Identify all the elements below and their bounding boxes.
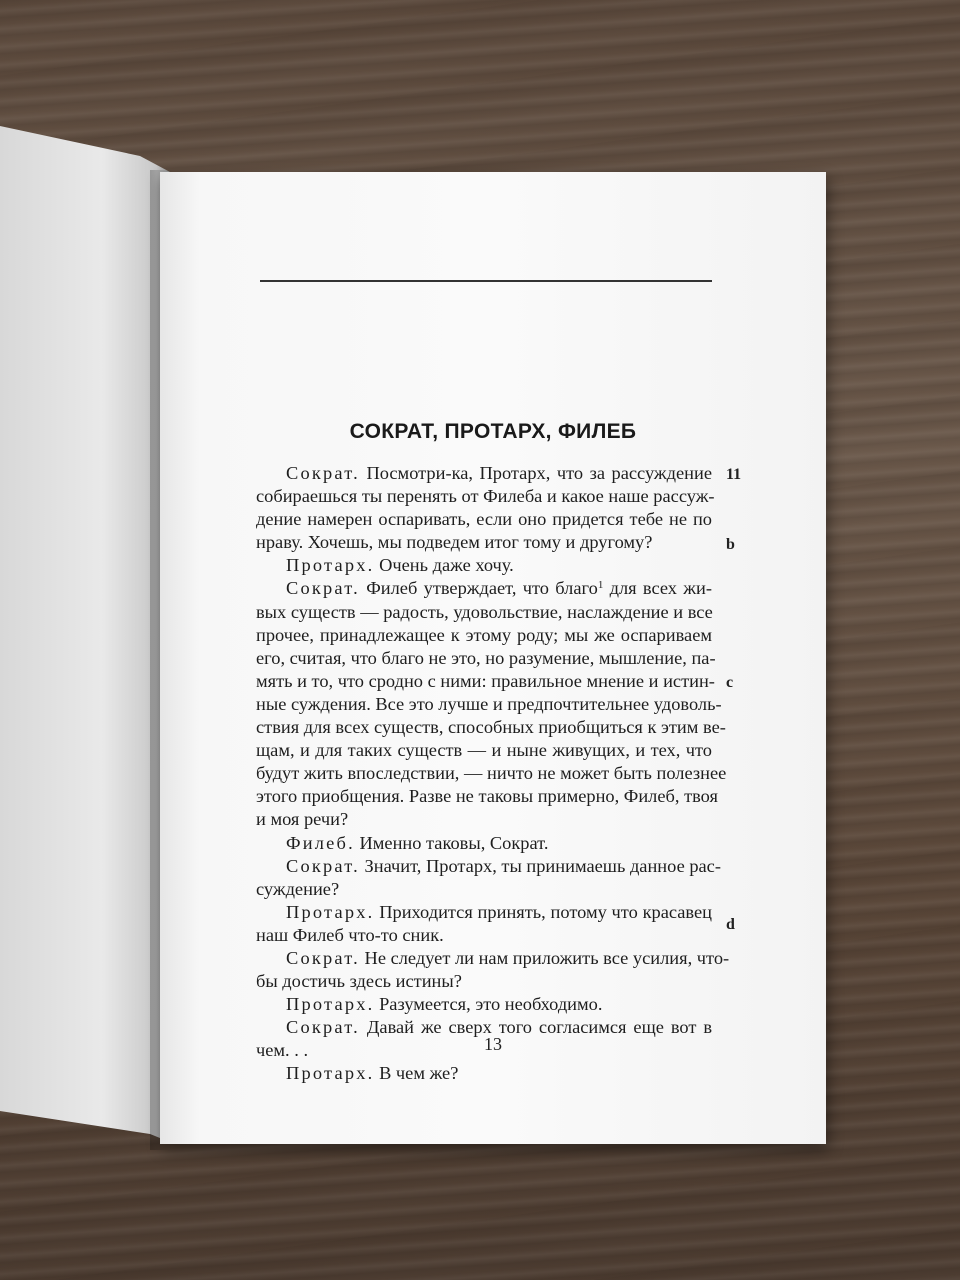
text-line: и моя речи? bbox=[256, 809, 349, 830]
text-line: дение намерен оспаривать, если оно придется тебе не по bbox=[256, 509, 712, 530]
line-text: Филеб утверждает, что благо bbox=[366, 578, 598, 599]
book-page bbox=[160, 172, 826, 1144]
text-line: наш Филеб что-то сник. bbox=[256, 924, 444, 945]
line-text: Посмотри-ка, Протарх, что за рассуждение bbox=[366, 463, 712, 483]
text-line: бы достичь здесь истины? bbox=[256, 971, 462, 992]
speaker-name: Протарх. bbox=[286, 1063, 375, 1084]
speaker-name: Протарх. bbox=[286, 555, 375, 576]
footnote-ref: 1 bbox=[597, 579, 604, 592]
speaker-name: Сократ. bbox=[286, 578, 360, 599]
speaker-name: Сократ. bbox=[286, 463, 360, 483]
line-text: для всех жи- bbox=[609, 578, 712, 599]
text-line bbox=[256, 554, 712, 577]
speaker-name: Протарх. bbox=[286, 901, 375, 922]
text-line: нраву. Хочешь, мы подведем итог тому и другому? bbox=[256, 532, 653, 553]
line-text: Приходится принять, потому что красавец bbox=[379, 901, 712, 922]
text-line: вых существ — радость, удовольствие, наслаждение и все bbox=[256, 601, 713, 622]
left-page-edge bbox=[0, 126, 170, 1142]
text-line bbox=[256, 1062, 712, 1085]
text-line: собираешься ты перенять от Филеба и какое наше рассуж- bbox=[256, 486, 715, 507]
speaker-name: Сократ. bbox=[286, 1017, 360, 1038]
speaker-name: Филеб. bbox=[286, 832, 355, 853]
text-line: будут жить впоследствии, — ничто не может быть полезнее bbox=[256, 763, 727, 784]
header-rule bbox=[260, 280, 712, 282]
margin-mark-b: b bbox=[726, 536, 735, 553]
text-line: чем. . . bbox=[256, 1040, 309, 1061]
margin-mark-d: d bbox=[726, 916, 735, 933]
page-number: 13 bbox=[484, 1034, 502, 1054]
text-line: его, считая, что благо не это, но разумение, мышление, па- bbox=[256, 647, 716, 668]
line-text: Разумеется, это необходимо. bbox=[379, 994, 603, 1015]
speaker-name: Сократ. bbox=[286, 947, 360, 968]
dialogue-text bbox=[256, 462, 730, 1086]
text-line: прочее, принадлежащее к этому роду; мы же оспариваем bbox=[256, 624, 712, 645]
line-text: В чем же? bbox=[379, 1063, 459, 1084]
line-text: Очень даже хочу. bbox=[379, 555, 514, 576]
margin-mark-11: 11 bbox=[726, 466, 742, 483]
text-line: щам, и для таких существ — и ныне живущих, и тех, что bbox=[256, 740, 712, 761]
line-text: Давай же сверх того согласимся еще вот в bbox=[366, 1017, 712, 1038]
text-line: ные суждения. Все это лучше и предпочтительнее удоволь- bbox=[256, 693, 722, 714]
text-line bbox=[256, 462, 712, 485]
speaker-name: Протарх. bbox=[286, 994, 375, 1015]
text-line bbox=[256, 855, 721, 878]
text-line: суждение? bbox=[256, 878, 340, 899]
text-line bbox=[256, 993, 712, 1016]
text-line: мять и то, что сродно с ними: правильное мнение и истин- bbox=[256, 670, 715, 691]
text-line bbox=[256, 901, 712, 924]
line-text: Не следует ли нам приложить все усилия, что- bbox=[364, 947, 730, 968]
text-line bbox=[256, 832, 712, 855]
text-line: этого приобщения. Разве не таковы примерно, Филеб, твоя bbox=[256, 786, 718, 807]
margin-mark-c: c bbox=[726, 674, 734, 691]
speaker-name: Сократ. bbox=[286, 855, 360, 876]
text-line bbox=[256, 947, 730, 970]
line-text: Именно таковы, Сократ. bbox=[359, 832, 549, 853]
line-text: Значит, Протарх, ты принимаешь данное рас- bbox=[364, 855, 721, 876]
text-line bbox=[256, 577, 712, 600]
page-heading: СОКРАТ, ПРОТАРХ, ФИЛЕБ bbox=[349, 420, 637, 443]
text-line: ствия для всех существ, способных приобщиться к этим ве- bbox=[256, 717, 726, 738]
